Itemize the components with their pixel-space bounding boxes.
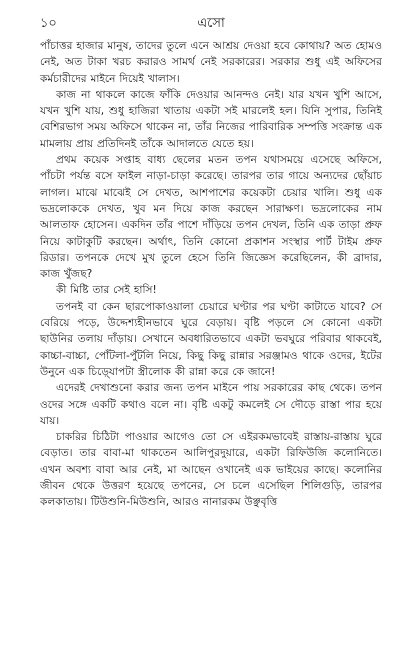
paragraph: এদেরই দেখাশুনো করার জন্য তপন মাইনে পায় সরকারের কাছ থেকে। তপন ওদের সঙ্গে একটি কথাও বলে না। বৃষ্টি একটু কমলেই সে দৌড়ে রাস্তা পার হয়ে যায়। [40,382,382,427]
paragraph: পাঁচাত্তর হাজার মানুষ, তাদের তুলে এনে আশ্রয় দেওয়া হবে কোথায়? অত হোমও নেই, অত টাকা খরচ করারও সামর্থ নেই সরকারের। সরকার শুধু এই অফিসের কর্মচারীদের মাইনে দিয়েই খালাস। [40,40,382,85]
page-header [40,16,382,36]
paragraph: চাকরির চিঠিটা পাওয়ার আগেও তো সে এইরকমভাবেই রাস্তায়-রাস্তায় ঘুরে বেড়াত। তার বাবা-মা থাকতেন আলিপুরদুয়ারে, একটা রিফিউজি কলোনিতে। এখন অবশ্য বাবা আর নেই, মা আছেন ওখানেই এক ভাইয়ের কাছে। কলোনির জীবন থেকে উত্তরণ হয়েছে তপনের, সে চলে এসেছিল শিলিগুড়ি, তারপর কলকাতায়। টিউশুনি-মিউশুনি, আরও নানারকম উঞ্ছবৃত্তি [40,431,382,509]
paragraph: কাজ না থাকলে কাজে ফাঁকি দেওয়ার আনন্দও নেই। যার যখন খুশি আসে, যখন খুশি যায়, শুধু হাজিরা খাতায় একটা সই মারলেই হল। যিনি সুপার, তিনিই বেশিরভাগ সময় অফিসে থাকেন না, তাঁর নিজের পারিবারিক সম্পত্তি সংক্রান্ত এক মামলায় প্রায় প্রতিদিনই তাঁকে আদালতে যেতে হয়। [40,88,382,150]
paragraph: প্রথম কয়েক সপ্তাহ বাধ্য ছেলের মতন তপন যথাসময়ে এসেছে অফিসে, পাঁচটা পর্যন্ত বসে ফাইল নাড়া-চাড়া করেছে। তারপর তার গায়ে অন্যদের ছোঁয়াচ লাগল। মাঝে মাঝেই সে দেখত, আশপাশের কয়েকটা চেয়ার খালি। শুধু এক ভদ্রলোককে দেখত, খুব মন দিয়ে কাজ করছেন সারাক্ষণ। ভদ্রলোকের নাম আলতাফ হোসেন। একদিন তাঁর পাশে দাঁড়িয়ে তপন দেখল, তিনি এক তাড়া প্রুফ নিয়ে কাটাকুটি করছেন। অর্থাৎ, তিনি কোনো প্রকাশন সংস্থার পার্ট টাইম প্রুফ রিডার। তপনকে দেখে মুখ তুলে হেসে তিনি জিজ্ঞেস করেছিলেন, কী ব্রাদার, কাজ খুঁজছ? [40,154,382,281]
paragraph: তপনই বা কেন ছারপোকাওয়ালা চেয়ারে ঘণ্টার পর ঘণ্টা কাটাতে যাবে? সে বেরিয়ে পড়ে, উদ্দেশ্যহীনভাবে ঘুরে বেড়ায়। বৃষ্টি পড়লে সে কোনো একটা ছাউনির তলায় দাঁড়ায়। সেখানে অবধারিতভাবে একটা ভবঘুরে পরিবার থাকবেই, কাচ্চা-বাচ্চা, পোঁটলা-পুঁটলি নিয়ে, কিছু কিছু রান্নার সরঞ্জামও থাকে ওদের, ইটের উনুনে এক চিড়ে্যাপটা স্ত্রীলোক কী রান্না করে কে জানে! [40,300,382,378]
page-number: ১০ [40,16,57,31]
running-title: এসো [197,16,225,31]
body-text [40,38,382,511]
paragraph: কী মিষ্টি তার সেই হাসি! [56,284,157,297]
